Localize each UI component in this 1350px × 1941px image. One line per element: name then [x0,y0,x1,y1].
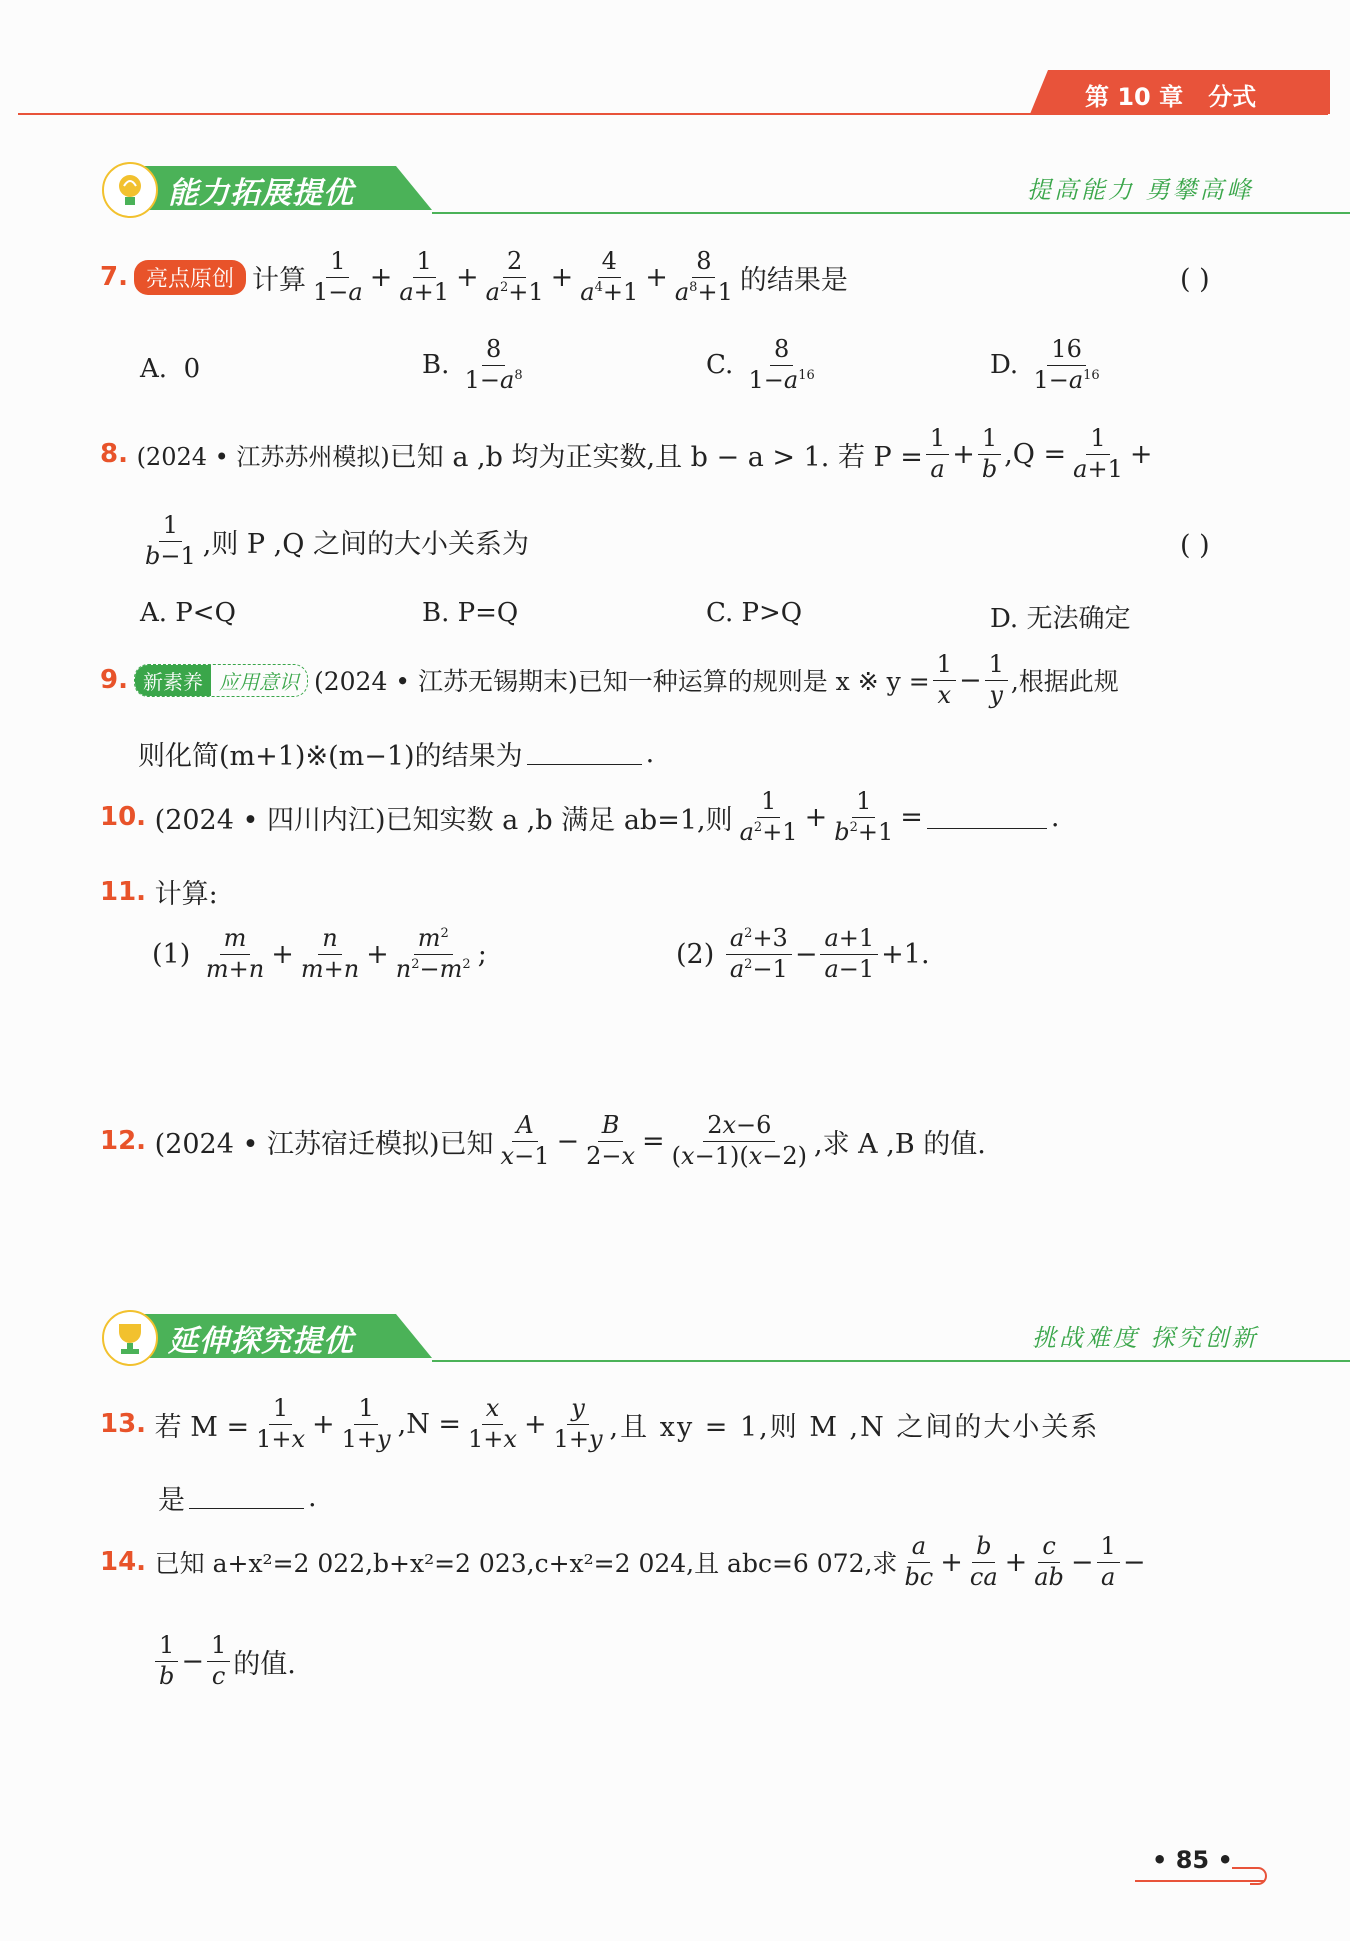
fraction: $\frac{1}{a^2+1}$ [739,787,798,846]
question-14-line2: $\frac{1}{b}$ − $\frac{1}{c}$ 的值. [152,1632,296,1690]
page-number: • 85 • [1152,1846,1233,1874]
choice-c[interactable]: C. $\frac{8}{1-a^{16}}$ [706,335,815,394]
fraction: $\frac{1}{c}$ [207,1632,230,1690]
answer-parens: ( ) [1180,530,1210,561]
question-11 [100,872,218,911]
choice-c[interactable]: C. P>Q [706,598,803,628]
question-13: 13. 若 M = $\frac{1}{1+x}$ + $\frac{1}{1+y}$ ,N = $\frac{x}{1+x}$ + $\frac{y}{1+y}$ ,且 xy = 1,则 M ,N 之间的大小关系 [100,1394,1100,1453]
question-text: 已知 a ,b 均为正实数,且 b − a > 1. 若 P = [389,441,923,473]
fraction: $\frac{4}{a^4+1}$ [580,247,639,306]
question-9: 9. 新素养 应用意识 (2024 • 江苏无锡期末)已知一种运算的规则是 x ※ y = $\frac{1}{x}$ − $\frac{1}{y}$ ,根据此规 [100,650,1119,709]
fraction: $\frac{A}{x-1}$ [500,1111,550,1170]
question-12: 12. (2024 • 江苏宿迁模拟)已知 $\frac{A}{x-1}$ − $\frac{B}{2-x}$ = $\frac{2x-6}{(x-1)(x-2)}$ ,求 A ,B 的值. [100,1111,986,1170]
fraction: $\frac{1}{b}$ [978,425,1001,483]
fraction: $\frac{n}{m+n}$ [300,924,360,983]
literacy-tag: 新素养 应用意识 [134,664,308,697]
fraction: $\frac{1}{1-a}$ [312,247,363,306]
question-number: 14. [100,1547,147,1578]
answer-blank[interactable] [927,806,1047,829]
fraction: $\frac{1}{1+y}$ [341,1394,391,1453]
question-7: 7. 亮点原创 计算 $\frac{1}{1-a}$ + $\frac{1}{a+1}$ + $\frac{2}{a^2+1}$ + $\frac{4}{a^4+1}$ + $\frac{8}{a^8+1}$ 的结果是 [100,247,848,306]
answer-blank[interactable] [527,742,642,765]
fraction: $\frac{1}{a}$ [1097,1533,1120,1591]
question-number: 8. [100,439,128,470]
choice-a[interactable]: A. P<Q [140,598,236,628]
chapter-title: 分式 [1208,83,1257,111]
fraction: $\frac{2}{a^2+1}$ [485,247,544,306]
original-tag: 亮点原创 [134,260,246,295]
answer-parens: ( ) [1180,264,1210,295]
question-text: 已知 a+x²=2 022,b+x²=2 023,c+x²=2 024,且 abc=6 072,求 [154,1549,898,1579]
banner-underline [432,1360,1350,1362]
question-text: 计算 [251,264,306,296]
question-number: 11. [100,876,147,907]
choice-b[interactable]: B. P=Q [422,598,519,628]
fraction: $\frac{1}{y}$ [985,651,1008,709]
fraction: $\frac{c}{ab}$ [1034,1532,1064,1591]
fraction: $\frac{1}{x}$ [933,651,956,709]
fraction: $\frac{a}{bc}$ [904,1532,934,1591]
choice-d[interactable]: D. $\frac{16}{1-a^{16}}$ [990,335,1100,394]
question-8: 8. (2024 • 江苏苏州模拟) 已知 a ,b 均为正实数,且 b − a > 1. 若 P = $\frac{1}{a}$ + $\frac{1}{b}$ ,Q = $\frac{1}{a+1}$ + [100,424,1153,483]
question-14: 14. 已知 a+x²=2 022,b+x²=2 023,c+x²=2 024,且 abc=6 072,求 $\frac{a}{bc}$ + $\frac{b}{ca}$ + $\frac{c}{ab}$ − $\frac{1}{a}$ − [100,1532,1146,1591]
question-number: 7. [100,262,128,293]
banner-underline [432,212,1350,214]
section-banner-extension [102,1310,1272,1362]
fraction: $\frac{8}{a^8+1}$ [674,247,733,306]
question-number: 9. [100,665,128,696]
question-13-line2: 是 . [158,1482,317,1516]
fraction: $\frac{a+1}{a-1}$ [820,925,878,983]
question-number: 10. [100,802,147,833]
fraction: $\frac{1}{b}$ [155,1632,178,1690]
question-tail: 的结果是 [739,264,848,296]
lightbulb-icon [102,162,158,218]
fraction: $\frac{1}{a+1}$ [399,247,450,306]
question-10: 10. (2024 • 四川内江)已知实数 a ,b 满足 ab=1,则 $\frac{1}{a^2+1}$ + $\frac{1}{b^2+1}$ = . [100,787,1060,846]
banner-title: 能力拓展提优 [168,176,354,211]
banner-slogan: 挑战难度 探究创新 [1032,1324,1259,1352]
question-9-line2: 则化简(m+1)※(m−1)的结果为 . [138,738,655,772]
question-11-part2: (2) $\frac{a^2+3}{a^2-1}$ − $\frac{a+1}{a-1}$ +1. [676,924,930,983]
question-text: 计算: [154,879,218,910]
question-text: (2024 • 江苏宿迁模拟)已知 [154,1128,494,1160]
fraction: $\frac{2x-6}{(x-1)(x-2)}$ [671,1111,807,1170]
question-text: (2024 • 四川内江)已知实数 a ,b 满足 ab=1,则 [154,804,733,836]
answer-blank[interactable] [189,1486,304,1509]
question-text: (2024 • 江苏无锡期末)已知一种运算的规则是 x ※ y = [313,667,930,697]
choice-d[interactable]: D. 无法确定 [990,604,1131,634]
banner-title: 延伸探究提优 [168,1324,354,1359]
fraction: $\frac{x}{1+x}$ [468,1394,517,1453]
fraction: $\frac{1}{a+1}$ [1073,424,1123,483]
fraction: $\frac{1}{b^2+1}$ [834,787,894,846]
fraction: $\frac{1}{b-1}$ [145,511,196,570]
chapter-label [1085,77,1256,112]
fraction: $\frac{m}{m+n}$ [205,924,265,983]
question-text: 若 M = [154,1411,250,1443]
fraction: $\frac{b}{ca}$ [969,1532,998,1591]
question-11-part1: (1) $\frac{m}{m+n}$ + $\frac{n}{m+n}$ + $\frac{m^2}{n^2-m^2}$ ; [152,924,487,983]
banner-slogan: 提高能力 勇攀高峰 [1027,176,1254,204]
fraction: $\frac{a^2+3}{a^2-1}$ [726,925,792,983]
page-arrow-icon [1230,1862,1270,1890]
trophy-icon [102,1310,158,1366]
question-8-line2: $\frac{1}{b-1}$ ,则 P ,Q 之间的大小关系为 [138,512,529,570]
fraction: $\frac{y}{1+y}$ [553,1394,603,1453]
fraction: $\frac{1}{a}$ [926,425,949,483]
question-source: (2024 • 江苏苏州模拟) [136,442,390,471]
choice-b[interactable]: B. $\frac{8}{1-a^8}$ [422,335,523,394]
fraction: $\frac{m^2}{n^2-m^2}$ [395,924,471,983]
fraction: $\frac{1}{1+x}$ [256,1394,306,1453]
section-banner-ability [102,162,1272,214]
fraction: $\frac{B}{2-x}$ [586,1111,636,1170]
question-number: 12. [100,1126,147,1157]
chapter-number: 第 10 章 [1085,83,1184,111]
question-number: 13. [100,1409,147,1440]
choice-a[interactable]: A. 0 [140,354,201,384]
